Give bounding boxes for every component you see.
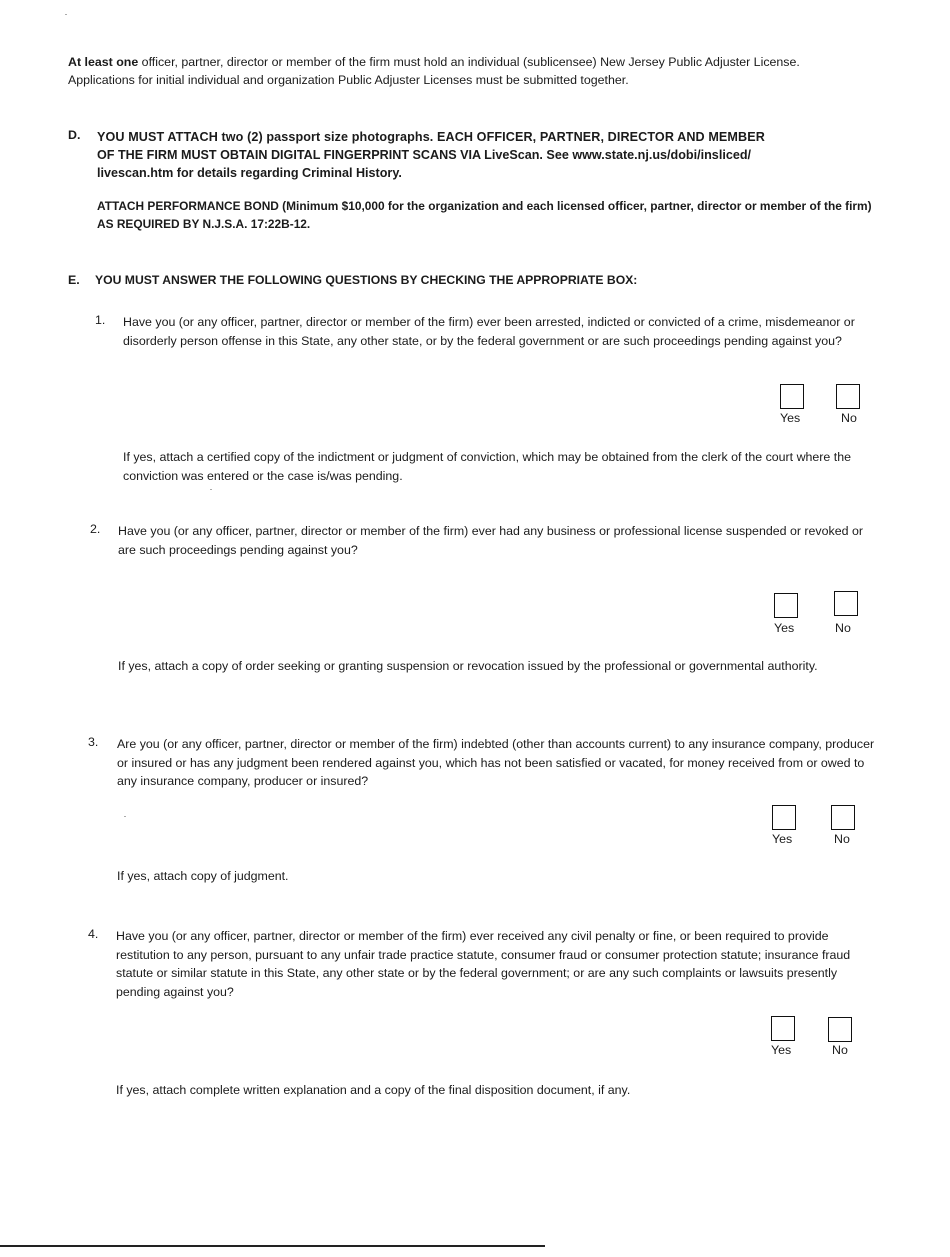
question-3-no-label: No [834, 832, 850, 846]
question-2-text: Have you (or any officer, partner, director or member of the firm) ever had any business or professional license suspended or revoked or are such proceedings pending against you? [118, 524, 863, 557]
question-4-no-label: No [832, 1043, 848, 1057]
question-2-note: If yes, attach a copy of order seeking or granting suspension or revocation issued by the professional or governmental authority. [118, 659, 818, 673]
question-4-yes-label: Yes [771, 1043, 792, 1057]
question-4-text: Have you (or any officer, partner, director or member of the firm) ever received any civil penalty or fine, or been required to provide restitution to any person, pursuant to any unfair trade practice statute, consumer fraud or consumer protection statute; insurance fraud statute or similar statute in this State, any other state or by the federal government; or are any such complaints or lawsuits presently pending against you? [116, 929, 851, 999]
question-1-yes-label: Yes [780, 411, 801, 425]
section-e-heading: YOU MUST ANSWER THE FOLLOWING QUESTIONS BY CHECKING THE APPROPRIATE BOX: [95, 273, 638, 287]
question-3-no-checkbox[interactable] [831, 805, 855, 830]
section-d-line-1: YOU MUST ATTACH two (2) passport size photographs. EACH OFFICER, PARTNER, DIRECTOR AND MEMBER [97, 130, 765, 144]
section-d-line-2: OF THE FIRM MUST OBTAIN DIGITAL FINGERPRINT SCANS VIA LiveScan. See www.state.nj.us/dobi/insliced/ [97, 148, 752, 162]
intro-text: officer, partner, director or member of the firm must hold an individual (sublicensee) New Jersey Public Adjuster License. Applications for initial individual and organization Public Adjuster Licenses must be submitted together. [68, 55, 800, 87]
question-1-note: If yes, attach a certified copy of the indictment or judgment of conviction, which may be obtained from the clerk of the court where the conviction was entered or the case is/was pending. [123, 450, 851, 483]
question-3-text: Are you (or any officer, partner, director or member of the firm) indebted (other than accounts current) to any insurance company, producer or insured or has any judgment been rendered against you, which has not been satisfied or vacated, for money received from or owed to any insurance company, producer or insured? [117, 737, 875, 788]
question-4-note: If yes, attach complete written explanation and a copy of the final disposition document, if any. [116, 1083, 631, 1097]
section-d-label: D. [68, 128, 81, 142]
footer-rule [0, 1245, 545, 1247]
question-1-no-checkbox[interactable] [836, 384, 860, 409]
question-3-yes-label: Yes [772, 832, 793, 846]
scan-speck [65, 14, 67, 15]
scan-speck [210, 489, 212, 490]
question-2-yes-checkbox[interactable] [774, 593, 798, 618]
question-2-number: 2. [90, 522, 101, 536]
question-2-no-label: No [835, 621, 851, 635]
section-d-line-3: livescan.htm for details regarding Criminal History. [97, 166, 402, 180]
question-1-yes-checkbox[interactable] [780, 384, 804, 409]
intro-lead: At least one [68, 55, 139, 69]
question-3-number: 3. [88, 735, 99, 749]
question-1-number: 1. [95, 313, 106, 327]
question-3-yes-checkbox[interactable] [772, 805, 796, 830]
scan-speck [124, 816, 126, 817]
question-4-no-checkbox[interactable] [828, 1017, 852, 1042]
intro-paragraph [68, 53, 868, 89]
question-1-text: Have you (or any officer, partner, director or member of the firm) ever been arrested, indicted or convicted of a crime, misdemeanor or disorderly person offense in this State, any other state, or by the federal government or are such proceedings pending against you? [123, 315, 855, 348]
question-2-yes-label: Yes [774, 621, 795, 635]
question-4-yes-checkbox[interactable] [771, 1016, 795, 1041]
question-2-no-checkbox[interactable] [834, 591, 858, 616]
question-3-note: If yes, attach copy of judgment. [117, 869, 289, 883]
question-1-no-label: No [841, 411, 857, 425]
question-4-number: 4. [88, 927, 99, 941]
performance-bond-text: ATTACH PERFORMANCE BOND (Minimum $10,000 for the organization and each licensed officer, partner, director or member of the firm) AS REQUIRED BY N.J.S.A. 17:22B-12. [97, 199, 872, 231]
section-e-label: E. [68, 273, 80, 287]
